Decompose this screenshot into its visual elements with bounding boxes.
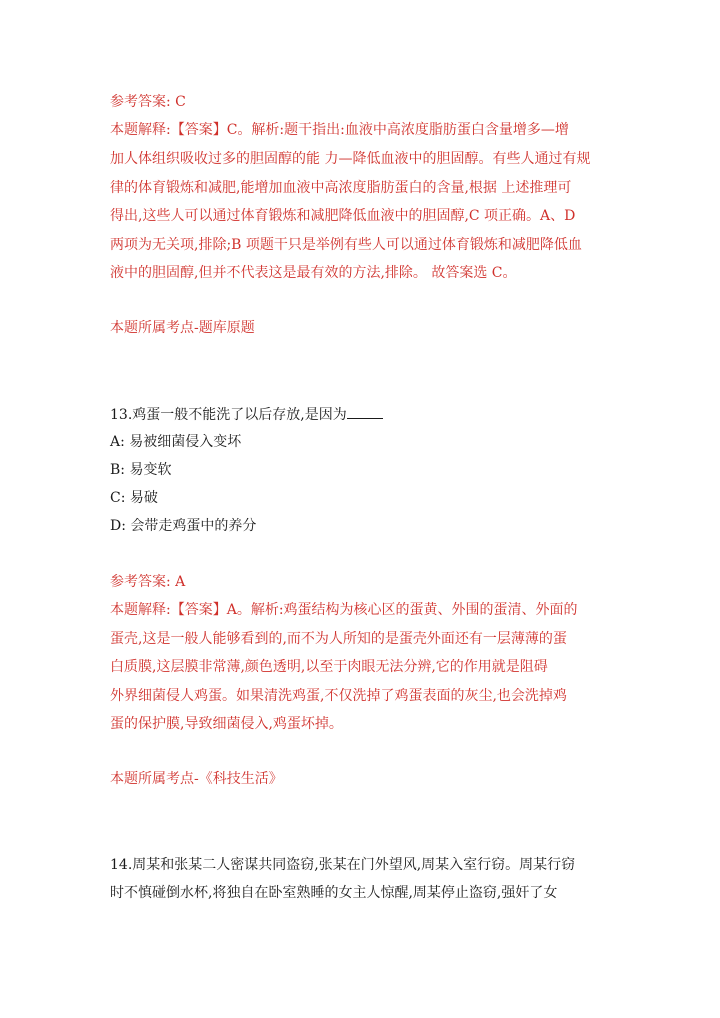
question-stem: 14.周某和张某二人密谋共同盗窃,张某在门外望风,周某入室行窃。周某行窃 [110,857,576,873]
option-a: A: 易被细菌侵入变坏 [110,434,242,450]
topic-line: 本题所属考点-题库原题 [110,320,255,336]
explanation-line: 律的体育锻炼和减肥,能增加血液中高浓度脂肪蛋白的含量,根据 上述推理可 [110,180,572,196]
answer-line: 参考答案: A [110,574,186,590]
explanation-line: 加人体组织吸收过多的胆固醇的能 力—降低血液中的胆固醇。有些人通过有规 [110,151,591,167]
question-stem: 时不慎碰倒水杯,将独自在卧室熟睡的女主人惊醒,周某停止盗窃,强奸了女 [110,885,558,901]
option-c: C: 易破 [110,490,158,506]
answer-blank [347,405,383,419]
explanation-line: 本题解释:【答案】A。解析:鸡蛋结构为核心区的蛋黄、外围的蛋清、外面的 [110,602,578,618]
explanation-line: 蛋壳,这是一般人能够看到的,而不为人所知的是蛋壳外面还有一层薄薄的蛋 [110,631,567,647]
option-d: D: 会带走鸡蛋中的养分 [110,518,257,534]
explanation-line: 两项为无关项,排除;B 项题干只是举例有些人可以通过体育锻炼和减肥降低血 [110,237,582,253]
explanation-line: 液中的胆固醇,但并不代表这是最有效的方法,排除。 故答案选 C。 [110,265,517,281]
explanation-line: 白质膜,这层膜非常薄,颜色透明,以至于肉眼无法分辨,它的作用就是阻碍 [110,659,548,675]
question-stem [110,405,630,424]
answer-line: 参考答案: C [110,94,186,110]
explanation-line: 得出,这些人可以通过体育锻炼和减肥降低血液中的胆固醇,C 项正确。A、D [110,208,576,224]
question-stem-text: 13.鸡蛋一般不能洗了以后存放,是因为 [110,407,347,423]
explanation-line: 外界细菌侵人鸡蛋。如果清洗鸡蛋,不仅洗掉了鸡蛋表面的灰尘,也会洗掉鸡 [110,688,567,704]
option-b: B: 易变软 [110,462,172,478]
explanation-line: 蛋的保护膜,导致细菌侵入,鸡蛋坏掉。 [110,716,343,732]
explanation-line: 本题解释:【答案】C。解析:题干指出:血液中高浓度脂肪蛋白含量增多—增 [110,122,569,138]
topic-line: 本题所属考点-《科技生活》 [110,771,283,787]
